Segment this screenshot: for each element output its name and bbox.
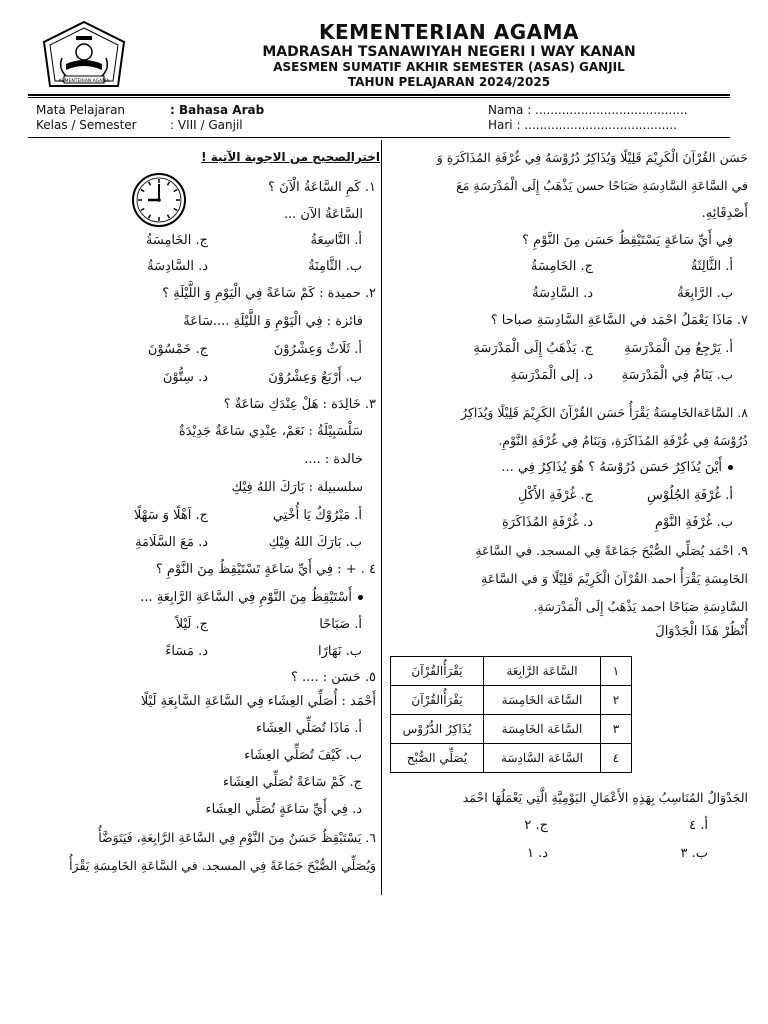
q5-option-d[interactable]: د. فِي أَيِّ سَاعَةٍ تُصَلِّي العِشَاء [205, 802, 362, 817]
bullet-icon [728, 465, 733, 470]
q3-line1: سَلْسَبِيْلَةُ : نَعَمْ، عِنْدِي سَاعَةٌ جَدِيْدَةٌ [178, 424, 363, 439]
svg-text:KEMENTERIAN AGAMA: KEMENTERIAN AGAMA [58, 79, 110, 84]
q3-question: ٣. خَالِدَة : هَلْ عِنْدَكِ سَاعَةٌ ؟ [223, 397, 376, 412]
q2-question: ٢. حميدة : كَمْ سَاعَةً فِي الْيَوْمِ وَ اللَّيْلَةِ ؟ [162, 286, 376, 301]
q4-option-c[interactable]: ج. لَيْلاً [175, 617, 208, 632]
q2-option-c[interactable]: ج. خَمْسُوْنَ [147, 342, 208, 357]
q3-option-a[interactable]: أ. مَبْرُوْكٌ يَا أُخْتِي [272, 508, 362, 523]
q7-option-b[interactable]: ب. يَنَامُ فِي الْمَدْرَسَةِ [621, 368, 733, 383]
q1-option-d[interactable]: د. السَّادِسَةُ [147, 259, 208, 274]
table-cell-time: السَّاعَة السَّادِسَة [484, 744, 601, 773]
q6-passage-line3: حَسَن القُرْآنَ الْكَرِيْمَ قَلِيْلًا وَيُذَاكِرُ دُرُوْسَهُ فِي غُرْفَةِ المُذَاكَرَةِ وَ [436, 150, 748, 165]
q4-option-b[interactable]: ب. نَهَارًا [318, 644, 362, 659]
q4-option-a[interactable]: أ. صَبَاحًا [319, 617, 362, 632]
q9-option-d[interactable]: د. ١ [526, 846, 548, 861]
q6-option-a[interactable]: أ. الثَّالِثَةُ [690, 259, 733, 274]
table-cell-time: السَّاعَة الخَامِسَة [484, 686, 601, 715]
q9-passage-line4: أُنْظُرْ هَذَا الْجَدْوَالَ [655, 624, 748, 639]
q6-passage-line1: ٦. يَسْتَيْقِظُ حَسَنٌ مِنَ النَّوْمِ فِي السَّاعَةِ الرَّابِعَةِ، فَيَتَوَضَّأُ [98, 830, 376, 845]
meta-divider [28, 137, 730, 138]
class-label: Kelas / Semester [36, 118, 137, 132]
q9-passage-line2: الخَامِسَةِ يَقْرَأُ احمد القُرْآنَ الْكَرِيْمَ قَلِيْلًا وَ في السَّاعَةِ [481, 571, 748, 586]
table-cell-num: ٢ [601, 686, 632, 715]
subject-label: Mata Pelajaran [36, 103, 126, 117]
q5-option-b[interactable]: ب. كَيْفَ تُصَلِّي العِشَاء [244, 748, 362, 763]
q9-option-a[interactable]: أ. ٤ [689, 818, 708, 833]
table-row [391, 686, 632, 715]
q3-option-d[interactable]: د. مَعَ السَّلَامَةِ [135, 535, 208, 550]
q8-passage-line1: ٨. السَّاعَةالخَامِسَةُ يَقْرَأُ حَسَن القُرْآنَ الكَرِيْمَ قَلِيْلًا وَيُذَاكِرُ [461, 405, 748, 420]
q9-passage-line1: ٩. احْمَد يُصَلِّي الصُّبْحَ جَمَاعَةً فِي المسجد. في السَّاعَةِ [475, 543, 748, 558]
q7-option-c[interactable]: ج. يَذْهَبُ إِلَى الْمَدْرَسَةِ [473, 341, 593, 356]
q6-question: فِي أَيِّ سَاعَةٍ يَسْتَيْقِظُ حَسَن مِنَ النَّوْمِ ؟ [522, 233, 733, 248]
q3-line2: خالدة : .... [304, 452, 363, 467]
q9-option-b[interactable]: ب. ٣ [680, 846, 708, 861]
q5-option-c[interactable]: ج. كَمْ سَاعَةً تُصَلِّي العِشَاء [222, 775, 362, 790]
q8-question [501, 460, 733, 475]
class-value: : VIII / Ganjil [170, 118, 243, 132]
day-field[interactable]: Hari : ........................................ [488, 118, 677, 132]
q7-option-a[interactable]: أ. يَرْجِعُ مِنَ الْمَدْرَسَةِ [624, 341, 733, 356]
table-cell-num: ١ [601, 657, 632, 686]
q6-passage-line2: وَيُصَلِّي الصُّبْحَ جَمَاعَةً فِي المسجد. في السَّاعَةِ الخَامِسَةِ يَقْرَأُ [69, 858, 376, 873]
q2-option-a[interactable]: أ. ثَلَاثٌ وَعِشْرُوْنَ [273, 342, 362, 357]
schedule-table [390, 656, 632, 773]
q8-passage-line2: دُرُوْسَهُ فِي غُرْفَةِ المُذَاكَرَةِ، وَيَنَامُ فِي غُرْفَةِ النَّوْمِ. [498, 433, 748, 448]
column-divider [381, 140, 382, 895]
q9-passage-line3: السَّادِسَةِ صَبَاحًا احمد يَذْهَبُ إِلَى الْمَدْرَسَةِ. [533, 599, 748, 614]
table-cell-activity: يَقْرَأُالقُرْآنَ [391, 657, 484, 686]
q8-option-c[interactable]: ج. غُرْفَةِ الأَكْلِ [517, 488, 593, 503]
q4-option-d[interactable]: د. مَسَاءً [165, 644, 208, 659]
table-cell-activity: يَقْرَأُالقُرْآنَ [391, 686, 484, 715]
q8-option-a[interactable]: أ. غُرْفَةِ الجُلُوْسِ [646, 488, 733, 503]
q4-stem [140, 590, 363, 605]
header-year: TAHUN PELAJARAN 2024/2025 [347, 75, 551, 89]
header-ministry: KEMENTERIAN AGAMA [318, 20, 580, 44]
q6-option-d[interactable]: د. السَّادِسَةُ [532, 286, 593, 301]
q5-question: ٥. حَسَن : .... ؟ [291, 670, 376, 685]
q1-option-c[interactable]: ج. الخَامِسَةُ [145, 233, 208, 248]
q2-option-d[interactable]: د. سِتُّوْنَ [162, 370, 208, 385]
q5-option-a[interactable]: أ. مَاذَا تُصَلِّي العِشَاء [255, 721, 362, 736]
q1-option-b[interactable]: ب. الثَّامِنَةُ [308, 259, 362, 274]
subject-value: : Bahasa Arab [170, 103, 265, 117]
q3-option-c[interactable]: ج. اَهْلًا وَ سَهْلًا [133, 508, 208, 523]
table-cell-activity: يُذَاكِرُ الدُّرُوْس [391, 715, 484, 744]
table-cell-time: السَّاعَة الخَامِسَة [484, 715, 601, 744]
header-school: MADRASAH TSANAWIYAH NEGERI I WAY KANAN [262, 44, 636, 60]
q4-stem-text: أَسْتَيْقِظُ مِنَ النَّوْمِ فِي السَّاعَةِ الرَّابِعَةِ ... [140, 590, 352, 605]
q9-question: الجَدْوَالُ المُنَاسِبُ بِهَذِهِ الأَعْمَالِ اليَوْمِيَّةِ الَّتِي يَعْمَلُهَا احْمَد [462, 790, 748, 805]
q3-option-b[interactable]: ب. بَارَكَ اللهُ فِيْكِ [268, 535, 362, 550]
q6-option-c[interactable]: ج. الخَامِسَةُ [530, 259, 593, 274]
q3-line3: سلسبيلة : بَارَكَ اللهُ فِيْكِ [231, 480, 363, 495]
header-divider [28, 94, 730, 96]
header-divider-thin [28, 97, 730, 98]
q7-option-d[interactable]: د. إلى الْمَدْرَسَةِ [510, 368, 593, 383]
q8-option-d[interactable]: د. غُرْفَةِ المُذَاكَرَةِ [501, 515, 593, 530]
q7-question: ٧. مَاذَا يَعْمَلُ احْمَد في السَّاعَةِ السَّادِسَةِ صباحا ؟ [490, 313, 748, 328]
q2-stem: فائزة : فِي الْيَوْمِ وَ اللَّيْلَةِ ....سَاعَةً [183, 314, 363, 329]
q1-stem: السَّاعَةُ الآن ... [283, 207, 363, 222]
table-cell-num: ٣ [601, 715, 632, 744]
q6-option-b[interactable]: ب. الرَّابِعَةُ [677, 286, 733, 301]
table-row [391, 715, 632, 744]
table-cell-num: ٤ [601, 744, 632, 773]
bullet-icon [358, 595, 363, 600]
q8-option-b[interactable]: ب. غُرْفَةِ النَّوْمِ [654, 515, 733, 530]
header-exam: ASESMEN SUMATIF AKHIR SEMESTER (ASAS) GANJIL [273, 60, 625, 74]
q5-stem: أَحْمَد : أُصَلِّي العِشَاء فِي السَّاعَةِ السَّابِعَةِ لَيْلًا [140, 694, 376, 709]
table-row [391, 657, 632, 686]
name-field[interactable]: Nama : ........................................ [488, 103, 688, 117]
q6-passage-line5: أَصْدِقَائِهِ. [701, 206, 748, 221]
kemenag-logo [40, 20, 128, 96]
table-row [391, 744, 632, 773]
table-cell-activity: يُصَلِّي الصُّبْح [391, 744, 484, 773]
clock-icon [131, 172, 187, 228]
q1-question: ١. كَمِ السَّاعَةُ الْآنَ ؟ [268, 180, 376, 195]
q6-passage-line4: في السَّاعَةِ السَّادِسَةِ صَبَاحًا حسن يَذْهَبُ إِلَى الْمَدْرَسَةِ مَعَ [456, 178, 748, 193]
q1-option-a[interactable]: أ. التَّاسِعَةُ [310, 233, 362, 248]
q9-option-c[interactable]: ج. ٢ [524, 818, 548, 833]
q8-question-text: أَيْنَ يُذَاكِرُ حَسَن دُرُوْسَهُ ؟ هُوَ يُذَاكِرُ فِي ... [501, 460, 722, 475]
q4-question: ٤ . + : فِي أَيِّ سَاعَةٍ تَسْتَيْقِظُ مِنَ النَّوْمِ ؟ [155, 562, 376, 577]
q2-option-b[interactable]: ب. أَرْبَعٌ وَعِشْرُوْنَ [268, 370, 362, 385]
table-cell-time: السَّاعَة الرَّابِعَة [484, 657, 601, 686]
instruction: اخترالصحيح من الاجوبة الآتية ! [201, 150, 380, 164]
